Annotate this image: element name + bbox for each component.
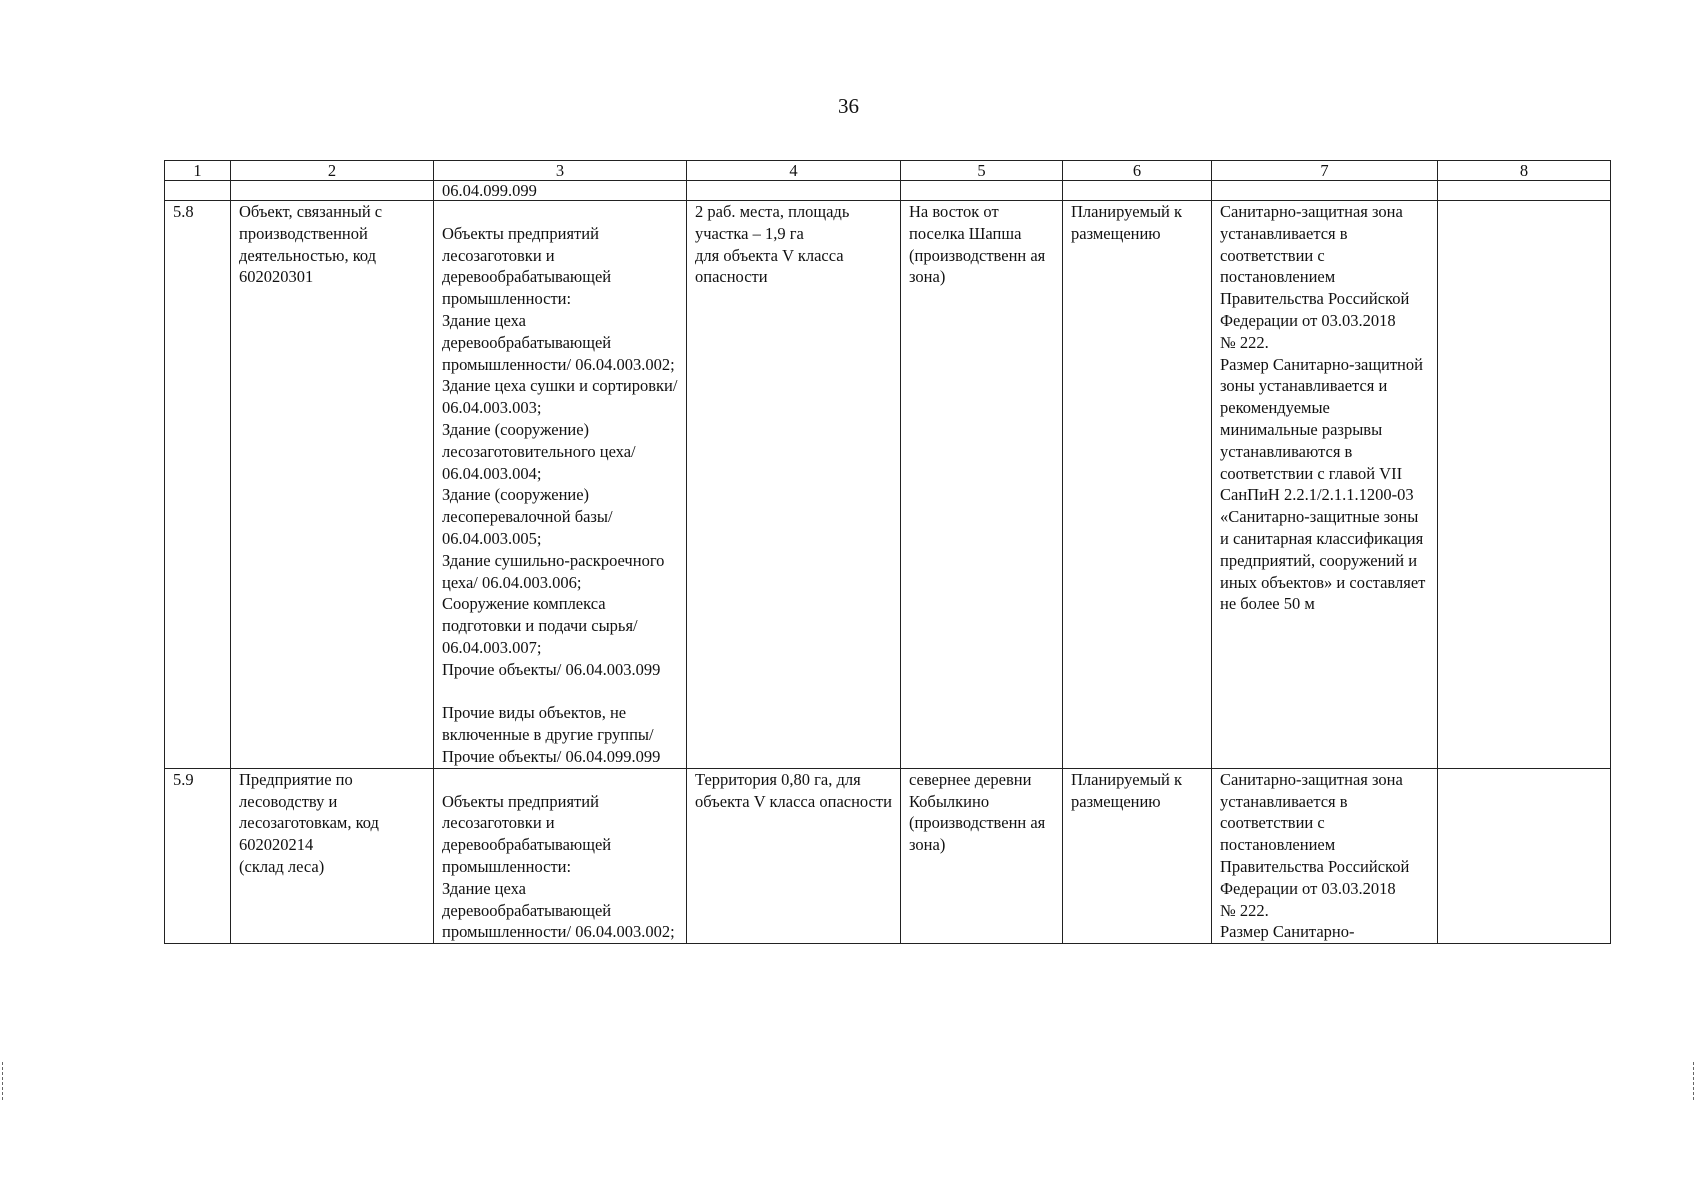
column-number-row [165, 161, 1611, 181]
table-row [165, 201, 1611, 769]
status-cell: Планируемый к размещению [1063, 768, 1212, 943]
table-cell [1438, 768, 1611, 943]
object-name-cell: Предприятие по лесоводству и лесозаготовкам, код 602020214 (склад леса) [231, 768, 434, 943]
document-table [164, 160, 1611, 944]
table-cell [231, 181, 434, 201]
column-number-header: 3 [434, 161, 687, 181]
item-number-cell: 5.8 [165, 201, 231, 769]
table-row [165, 768, 1611, 943]
column-number-header: 5 [901, 161, 1063, 181]
characteristics-cell: 2 раб. места, площадь участка – 1,9 га для объекта V класса опасности [687, 201, 901, 769]
column-number-header: 6 [1063, 161, 1212, 181]
column-number-header: 1 [165, 161, 231, 181]
scan-edge-mark [2, 1062, 4, 1100]
zone-description-cell: Санитарно-защитная зона устанавливается в соответствии с постановлением Правительства Российской Федерации от 03.03.2018 № 222. Размер Санитарно- [1212, 768, 1438, 943]
object-types-cell: Объекты предприятий лесозаготовки и деревообрабатывающей промышленности: Здание цеха деревообрабатывающей промышленности/ 06.04.003.002; Здание цеха сушки и сортировки/ 06.04.003.003; Здание (сооружение) лесозаготовительного цеха/ 06.04.003.004; Здание (сооружение) лесоперевалочной базы/ 06.04.003.005; Здание сушильно-раскроечного цеха/ 06.04.003.006; Сооружение комплекса подготовки и подачи сырья/ 06.04.003.007; Прочие объекты/ 06.04.003.099 Прочие виды объектов, не включенные в другие группы/ Прочие объекты/ 06.04.099.099 [434, 201, 687, 769]
table-cell [1438, 181, 1611, 201]
item-number-cell: 5.9 [165, 768, 231, 943]
scan-edge-mark [1693, 1062, 1695, 1100]
object-name-cell: Объект, связанный с производственной деятельностью, код 602020301 [231, 201, 434, 769]
zone-description-cell: Санитарно-защитная зона устанавливается в соответствии с постановлением Правительства Российской Федерации от 03.03.2018 № 222. Размер Санитарно-защитной зоны устанавливается и рекомендуемые минимальные разрывы устанавливаются в соответствии с главой VII СанПиН 2.2.1/2.1.1.1200-03 «Санитарно-защитные зоны и санитарная классификация предприятий, сооружений и иных объектов» и составляет не более 50 м [1212, 201, 1438, 769]
table-cell: 06.04.099.099 [434, 181, 687, 201]
column-number-header: 2 [231, 161, 434, 181]
page-number: 36 [838, 94, 859, 118]
object-types-cell: Объекты предприятий лесозаготовки и деревообрабатывающей промышленности: Здание цеха деревообрабатывающей промышленности/ 06.04.003.002; [434, 768, 687, 943]
column-number-header: 8 [1438, 161, 1611, 181]
table-cell [1212, 181, 1438, 201]
location-cell: севернее деревни Кобылкино (производственн ая зона) [901, 768, 1063, 943]
status-cell: Планируемый к размещению [1063, 201, 1212, 769]
location-cell: На восток от поселка Шапша (производственн ая зона) [901, 201, 1063, 769]
table-cell [1063, 181, 1212, 201]
column-number-header: 4 [687, 161, 901, 181]
characteristics-cell: Территория 0,80 га, для объекта V класса опасности [687, 768, 901, 943]
table-cell [165, 181, 231, 201]
continuation-row [165, 181, 1611, 201]
table-cell [901, 181, 1063, 201]
column-number-header: 7 [1212, 161, 1438, 181]
table-cell [687, 181, 901, 201]
table-cell [1438, 201, 1611, 769]
